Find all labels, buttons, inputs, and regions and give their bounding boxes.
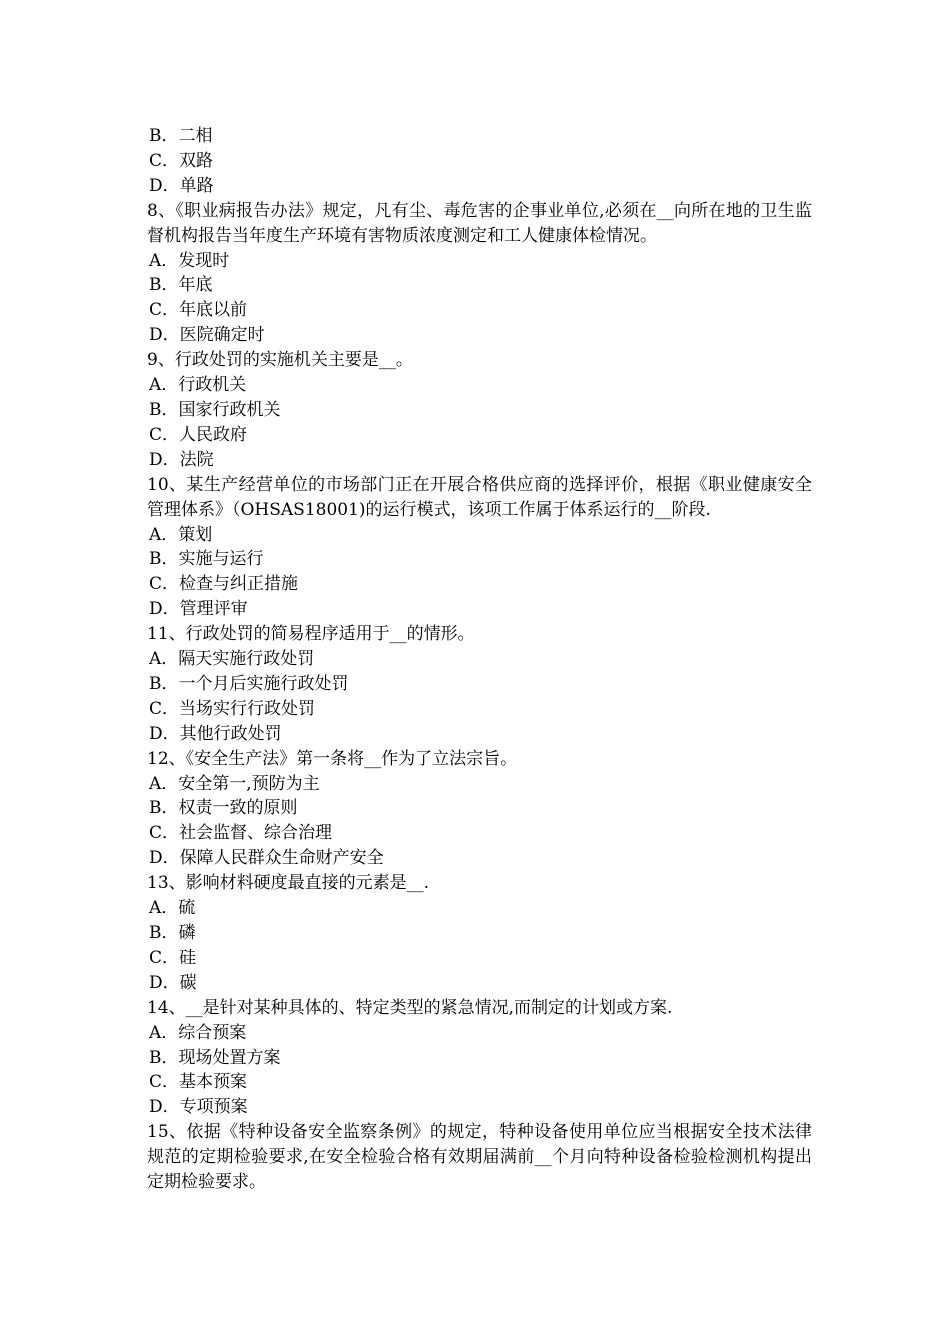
option-text: 实施与运行 <box>178 549 264 570</box>
answer-option-c <box>147 946 812 971</box>
question-stem: 12、《安全生产法》第一条将__作为了立法宗旨。 <box>147 748 518 769</box>
answer-option-d <box>147 597 812 622</box>
option-letter: C． <box>149 947 180 968</box>
answer-option-d <box>147 448 812 473</box>
option-text: 硅 <box>179 947 197 968</box>
option-text: 综合预案 <box>178 1022 247 1043</box>
answer-option-a <box>147 772 812 797</box>
answer-option-d <box>147 1095 812 1120</box>
question-block <box>147 622 812 747</box>
option-letter: D． <box>149 449 180 470</box>
question-stem: 8、《职业病报告办法》规定，凡有尘、毒危害的企事业单位,必须在__向所在地的卫生监督机构报告当年度生产环境有害物质浓度测定和工人健康体检情况。 <box>147 200 812 246</box>
option-text: 行政机关 <box>178 375 247 396</box>
answer-option-c <box>147 1070 812 1095</box>
option-letter: C． <box>149 150 180 171</box>
option-text: 双路 <box>179 150 214 171</box>
option-letter: A． <box>149 898 179 919</box>
option-letter: B． <box>149 673 179 694</box>
answer-option-a <box>147 249 812 274</box>
answer-option-b <box>147 398 812 423</box>
option-letter: B． <box>149 923 179 943</box>
option-letter: D． <box>149 599 180 620</box>
option-letter: C． <box>149 1072 180 1093</box>
option-letter: B． <box>149 549 179 570</box>
option-text: 人民政府 <box>179 424 248 445</box>
answer-option-b <box>147 547 812 572</box>
question-stem: 11、行政处罚的简易程序适用于__的情形。 <box>147 624 475 645</box>
option-text: 管理评审 <box>179 599 248 620</box>
question-list <box>147 199 812 1195</box>
answer-option-c <box>147 572 812 597</box>
option-text: 策划 <box>178 524 213 545</box>
answer-option-a <box>147 373 812 398</box>
answer-option-b <box>147 1046 812 1071</box>
question-stem: 15、依据《特种设备安全监察条例》的规定，特种设备使用单位应当根据安全技术法律规范的定期检验要求,在安全检验合格有效期届满前__个月向特种设备检验检测机构提出定期检验要求。 <box>147 1122 812 1193</box>
answer-option-a <box>147 647 812 672</box>
option-text: 隔天实施行政处罚 <box>178 649 315 670</box>
option-text: 社会监督、综合治理 <box>179 823 333 844</box>
answer-option-c <box>147 423 812 448</box>
option-letter: C． <box>149 300 180 321</box>
option-text: 法院 <box>179 449 214 470</box>
answer-option-b <box>147 921 812 946</box>
answer-option-d <box>147 722 812 747</box>
answer-option-c <box>147 697 812 722</box>
answer-option-b <box>147 124 812 149</box>
question-block <box>147 871 812 996</box>
option-text: 基本预案 <box>179 1072 248 1093</box>
option-text: 发现时 <box>178 250 230 271</box>
answer-option-a <box>147 523 812 548</box>
option-text: 国家行政机关 <box>178 399 281 420</box>
option-text: 当场实行行政处罚 <box>179 698 316 719</box>
question-block <box>147 348 812 473</box>
option-letter: D． <box>149 1097 180 1118</box>
option-letter: C． <box>149 823 180 844</box>
answer-option-b <box>147 273 812 298</box>
option-text: 单路 <box>179 175 214 196</box>
option-letter: D． <box>149 972 180 993</box>
option-text: 硫 <box>178 898 196 919</box>
option-letter: C． <box>149 698 180 719</box>
option-text: 其他行政处罚 <box>179 723 282 744</box>
option-letter: D． <box>149 175 180 196</box>
option-letter: A． <box>149 524 179 545</box>
option-letter: A． <box>149 1022 179 1043</box>
question-block <box>147 199 812 348</box>
option-text: 安全第一,预防为主 <box>178 773 320 794</box>
question-stem: 13、影响材料硬度最直接的元素是__. <box>147 873 430 894</box>
option-text: 现场处置方案 <box>178 1047 281 1068</box>
question-stem: 10、某生产经营单位的市场部门正在开展合格供应商的选择评价，根据《职业健康安全管理体系》（OHSAS18001)的运行模式，该项工作属于体系运行的__阶段. <box>147 474 812 520</box>
option-text: 年底以前 <box>179 300 248 321</box>
option-letter: B． <box>149 1047 179 1068</box>
option-letter: B． <box>149 798 179 819</box>
answer-option-d <box>147 846 812 871</box>
option-text: 碳 <box>179 972 197 993</box>
option-letter: C． <box>149 424 180 445</box>
option-text: 专项预案 <box>179 1097 248 1118</box>
answer-option-d <box>147 971 812 996</box>
answer-option-b <box>147 796 812 821</box>
option-letter: A． <box>149 649 179 670</box>
option-letter: D． <box>149 848 180 869</box>
answer-option-d <box>147 174 812 199</box>
option-letter: B． <box>149 399 179 420</box>
option-letter: C． <box>149 574 180 595</box>
option-text: 一个月后实施行政处罚 <box>178 673 349 694</box>
answer-option-a <box>147 1021 812 1046</box>
answer-option-d <box>147 323 812 348</box>
option-letter: A． <box>149 375 179 396</box>
answer-option-c <box>147 821 812 846</box>
option-letter: A． <box>149 250 179 271</box>
option-text: 医院确定时 <box>179 325 265 346</box>
option-text: 年底 <box>178 275 213 296</box>
answer-option-c <box>147 298 812 323</box>
answer-option-a <box>147 896 812 921</box>
option-letter: D． <box>149 325 180 346</box>
option-text: 保障人民群众生命财产安全 <box>179 848 384 869</box>
question-stem: 14、__是针对某种具体的、特定类型的紧急情况,而制定的计划或方案. <box>147 997 673 1018</box>
option-letter: B． <box>149 275 179 296</box>
option-text: 磷 <box>178 923 196 943</box>
option-text: 检查与纠正措施 <box>179 574 299 595</box>
option-letter: D． <box>149 723 180 744</box>
answer-option-b <box>147 672 812 697</box>
page-content <box>147 124 812 1195</box>
lead-options <box>147 124 812 199</box>
option-letter: B． <box>149 126 179 146</box>
option-text: 二相 <box>178 126 213 146</box>
question-block <box>147 747 812 872</box>
option-letter: A． <box>149 773 179 794</box>
question-block <box>147 1120 812 1195</box>
option-text: 权责一致的原则 <box>178 798 298 819</box>
question-block <box>147 996 812 1121</box>
answer-option-c <box>147 149 812 174</box>
question-stem: 9、行政处罚的实施机关主要是__。 <box>147 350 413 371</box>
question-block <box>147 473 812 622</box>
